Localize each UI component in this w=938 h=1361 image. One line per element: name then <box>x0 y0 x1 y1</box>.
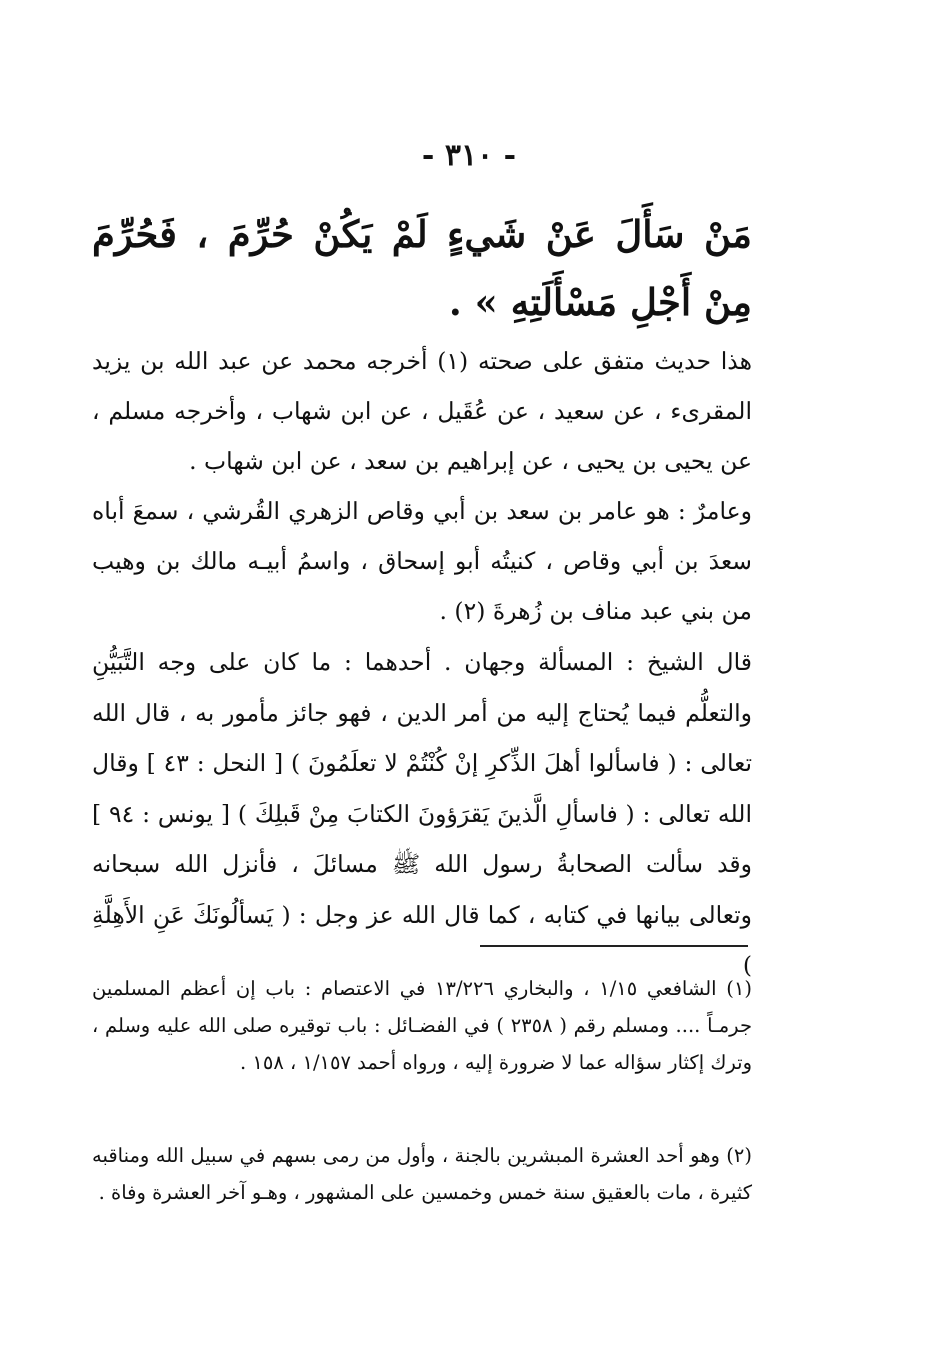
paragraph-narrator-bio: وعامرٌ : هو عامر بن سعد بن أبي وقاص الزهري القُرشي ، سمعَ أباه سعدَ بن أبي وقاص ، كنيتُه أبو إسحاق ، واسمُ أبيـه مالك بن وهيب من بني عبد مناف بن زُهرةَ (٢) . <box>92 497 752 625</box>
paragraph-takhrij: هذا حديث متفق على صحته (١) أخرجه محمد عن عبد الله بن يزيد المقرىء ، عن سعيد ، عن عُقَيل ، عن ابن شهاب ، وأخرجه مسلم ، عن يحيى بن يحيى ، عن إبراهيم بن سعد ، عن ابن شهاب . <box>92 347 752 475</box>
footnote-1: (١) الشافعي ١/١٥ ، والبخاري ١٣/٢٢٦ في الاعتصام : باب إن أعظم المسلمين جرمـاً .... ومسلم رقم ( ٢٣٥٨ ) في الفضـائل : باب توقيره صلى الله عليه وسلم ، وترك إكثار سؤاله عما لا ضرورة إليه ، ورواه أحمد ١/١٥٧ ، ١٥٨ . <box>92 977 752 1074</box>
paragraph-commentary: قال الشيخ : المسألة وجهان . أحدهما : ما كان على وجه التَّبَيُّنِ والتعلُّم فيما يُحتاج إليه من أمر الدين ، فهو جائز مأمور به ، قال الله تعالى : ( فاسألوا أهلَ الذِّكرِ إنْ كُنْتُمْ لا تعلَمُونَ ) [ النحل : ٤٣ ] وقال الله تعالى : ( فاسألِ الَّذينَ يَقرَؤونَ الكتابَ مِنْ قَبلِكَ ) [ يونس : ٩٤ ] وقد سألت الصحابةُ رسول الله ﷺ مسائلَ ، فأنزل الله سبحانه وتعالى بيانها في كتابه ، كما قال الله عز وجل : ( يَسألُونَكَ عَنِ الأَهِلَّةِ ) <box>92 648 752 979</box>
footnote-2: (٢) وهو أحد العشرة المبشرين بالجنة ، وأول من رمى بسهم في سبيل الله ومناقبه كثيرة ، مات بالعقيق سنة خمس وخمسين على المشهور ، وهـو آخر العشرة وفاة . <box>92 1144 752 1204</box>
hadith-text: مَنْ سَأَلَ عَنْ شَيءٍ لَمْ يَكُنْ حُرِّمَ ، فَحُرِّمَ مِنْ أَجْلِ مَسْأَلَتِهِ » . <box>92 212 752 324</box>
footnote-divider <box>480 945 748 947</box>
page-number: - ٣١٠ - <box>421 138 517 173</box>
